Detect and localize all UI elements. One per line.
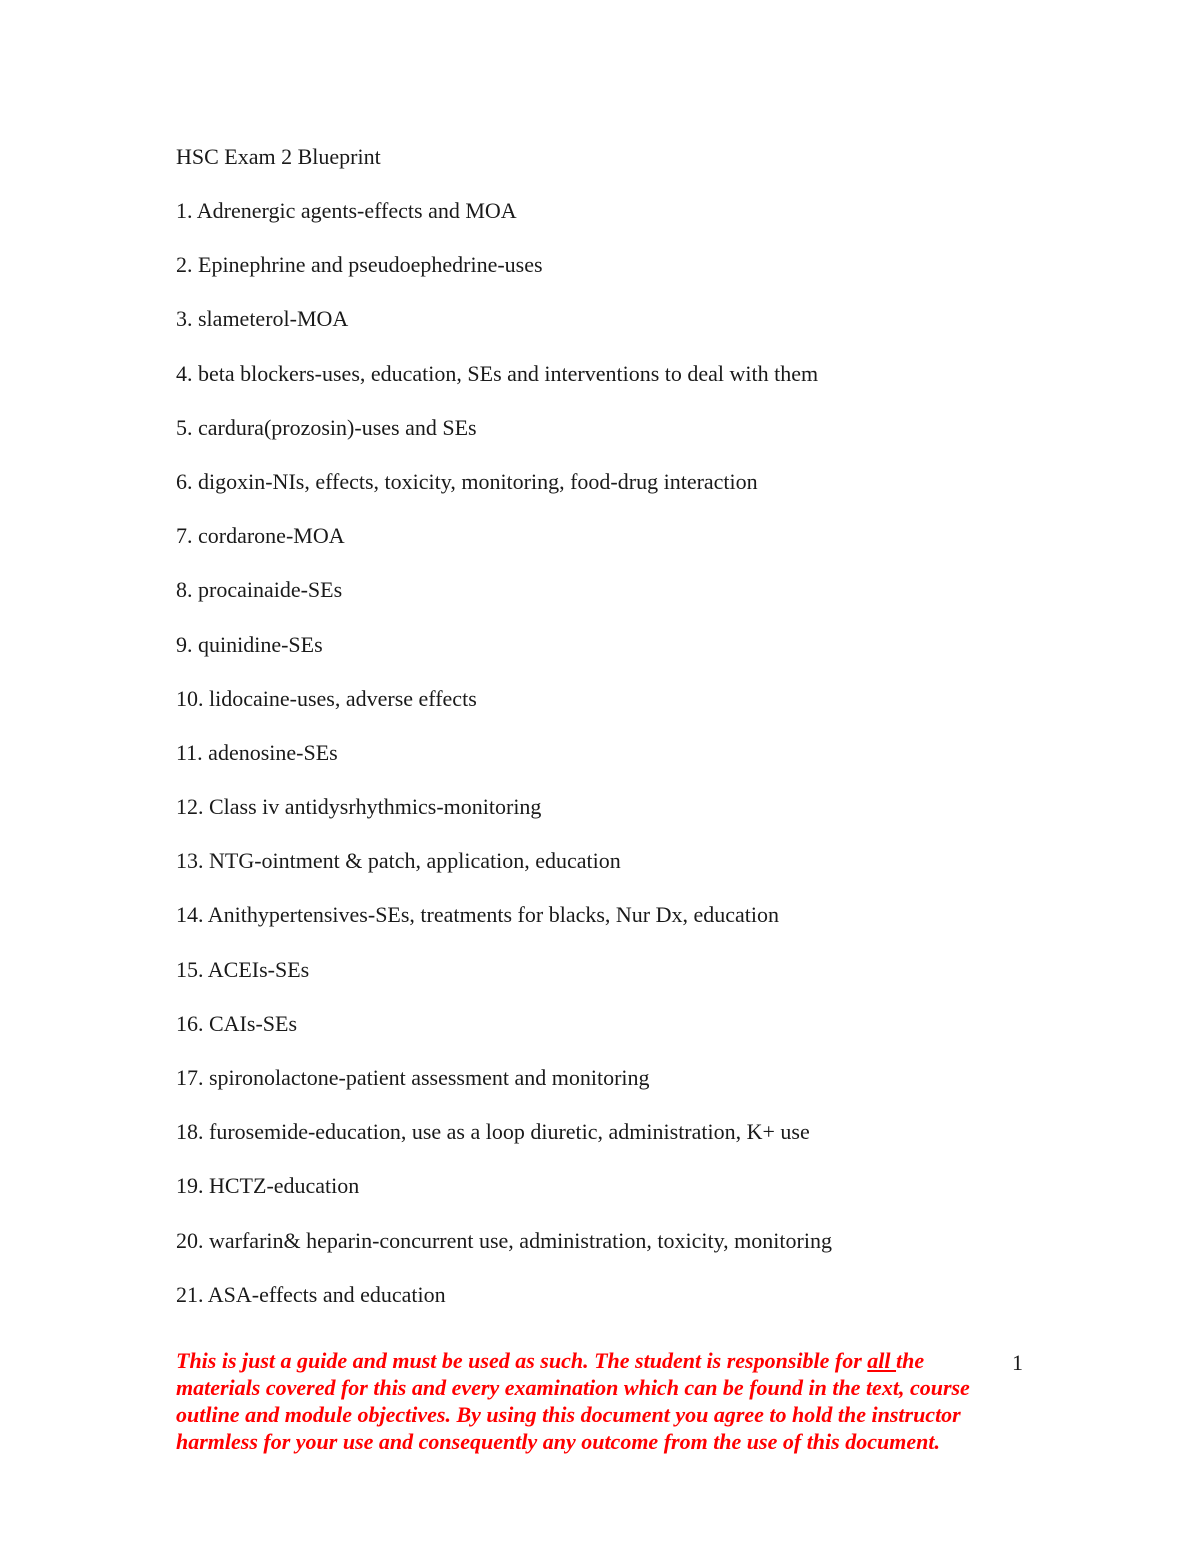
list-item: 9. quinidine-SEs [176,631,323,657]
list-item: 20. warfarin& heparin-concurrent use, administration, toxicity, monitoring [176,1227,832,1253]
list-item: 1. Adrenergic agents-effects and MOA [176,198,517,223]
list-item: 16. CAIs-SEs [176,1010,298,1036]
list-item: 14. Anithypertensives-SEs, treatments for blacks, Nur Dx, education [176,902,780,928]
list-item: 21. ASA-effects and education [176,1281,446,1307]
list-item: 11. adenosine-SEs [176,739,338,765]
list-item: 15. ACEIs-SEs [176,956,310,982]
page-number: 1 [1012,1350,1023,1375]
list-item: 5. cardura(prozosin)-uses and SEs [176,414,477,440]
list-item: 8. procainaide-SEs [176,577,343,603]
disclaimer-underlined-word: all [867,1348,897,1373]
list-item: 2. Epinephrine and pseudoephedrine-uses [176,252,543,278]
disclaimer-text [176,1347,991,1455]
disclaimer-part-before: This is just a guide and must be used as such. The student is responsible for [176,1348,868,1373]
list-item: 4. beta blockers-uses, education, SEs and interventions to deal with them [176,360,819,386]
list-item: 7. cordarone-MOA [176,523,345,549]
blueprint-list [176,195,832,1333]
list-item: 6. digoxin-NIs, effects, toxicity, monitoring, food-drug interaction [176,468,758,494]
list-item: 13. NTG-ointment & patch, application, education [176,848,621,874]
list-item: 10. lidocaine-uses, adverse effects [176,685,477,711]
list-item: 18. furosemide-education, use as a loop diuretic, administration, K+ use [176,1119,810,1145]
list-item: 19. HCTZ-education [176,1173,360,1199]
list-item: 3. slameterol-MOA [176,306,349,332]
document-title: HSC Exam 2 Blueprint [176,144,381,169]
list-item: 12. Class iv antidysrhythmics-monitoring [176,794,542,820]
disclaimer-part-after: the materials covered for this and every examination which can be found in the text, course outline and module objectives. By using this document you agree to hold the instructor harmless for your use and consequently any outcome from the use of this document. [176,1348,970,1454]
list-item: 17. spironolactone-patient assessment and monitoring [176,1065,650,1090]
